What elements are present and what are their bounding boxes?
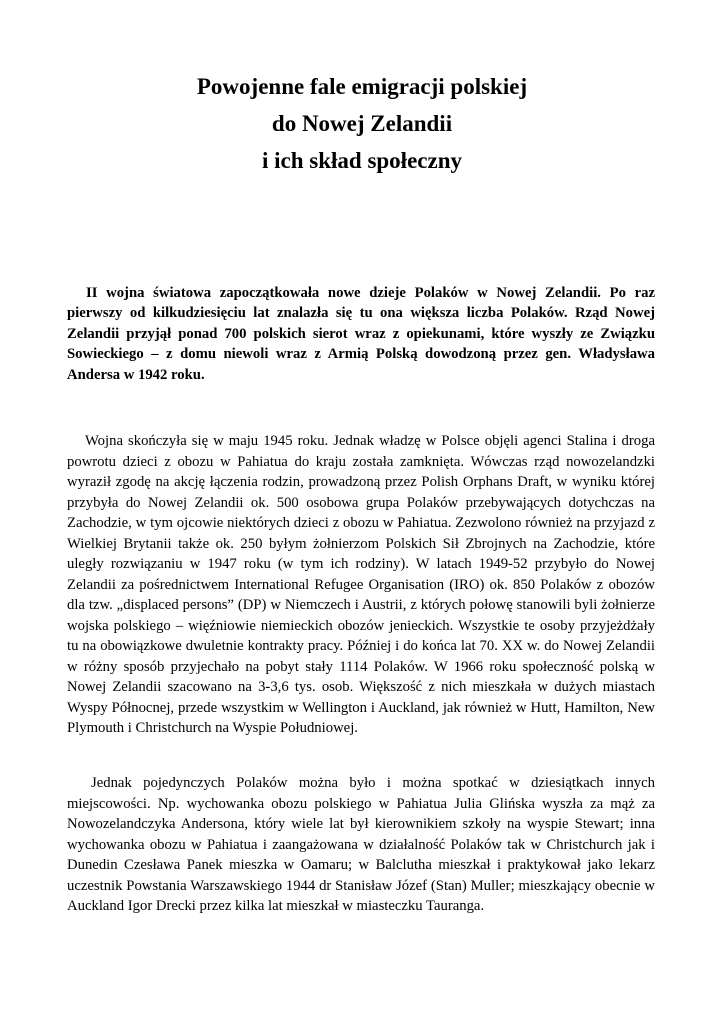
lead-paragraph: II wojna światowa zapoczątkowała nowe dzieje Polaków w Nowej Zelandii. Po raz pierwszy od kilkudziesięciu lat znalazła się tu ona większa liczba Polaków. Rząd Nowej Zelandii przyjął ponad 700 polskich sierot wraz z opiekunami, które wyszły ze Związku Sowieckiego – z domu niewoli wraz z Armią Polską dowodzoną przez gen. Władysława Andersa w 1942 roku. [67,285,655,383]
page-title [0,68,724,179]
title-line-2: do Nowej Zelandii [271,111,453,136]
body-paragraph-2: Jednak pojedynczych Polaków można było i można spotkać w dziesiątkach innych miejscowości. Np. wychowanka obozu polskiego w Pahiatua Julia Glińska wyszła za mąż za Nowozelandczyka Andersona, który wiele lat był kierownikiem szkoły na wyspie Stewart; inna wychowanka obozu w Pahiatua i zaangażowana w działalność Polaków tak w Christchurch jak i Dunedin Czesława Panek mieszka w Oamaru; w Balclutha mieszkał i praktykował jako lekarz uczestnik Powstania Warszawskiego 1944 dr Stanisław Józef (Stan) Muller; mieszkający obecnie w Auckland Igor Drecki przez kilka lat mieszkał w miasteczku Tauranga. [67,775,655,914]
title-line-1: Powojenne fale emigracji polskiej [196,74,528,99]
title-line-3: i ich skład społeczny [261,148,462,173]
body-paragraph-1: Wojna skończyła się w maju 1945 roku. Jednak władzę w Polsce objęli agenci Stalina i droga powrotu dzieci z obozu w Pahiatua do kraju została zamknięta. Wówczas rząd nowozelandzki wyraził zgodę na akcję łączenia rodzin, prowadzoną przez Polish Orphans Draft, w wyniku której przybyła do Nowej Zelandii ok. 500 osobowa grupa Polaków przebywających dotychczas na Zachodzie, w tym ojcowie niektórych dzieci z obozu w Pahiatua. Zezwolono również na przyjazd z Wielkiej Brytanii także ok. 250 byłym żołnierzom Polskich Sił Zbrojnych na Zachodzie, które uległy rozwiązaniu w 1947 roku (w tym ich rodziny). W latach 1949-52 przybyło do Nowej Zelandii za pośrednictwem International Refugee Organisation (IRO) ok. 850 Polaków z obozów dla tzw. „displaced persons” (DP) w Niemczech i Austrii, z których połowę stanowili byli żołnierze wojska polskiego – więźniowie niemieckich obozów jenieckich. Wszystkie te osoby przyjeżdżały tu na obowiązkowe dwuletnie kontrakty pracy. Później i do końca lat 70. XX w. do Nowej Zelandii w różny sposób przyjechało na pobyt stały 1114 Polaków. W 1966 roku społeczność polską w Nowej Zelandii szacowano na 3-3,6 tys. osob. Większość z nich mieszkała w dużych miastach Wyspy Północnej, przede wszystkim w Wellington i Auckland, jak również w Hutt, Hamilton, New Plymouth i Christchurch na Wyspie Południowej. [67,433,655,736]
